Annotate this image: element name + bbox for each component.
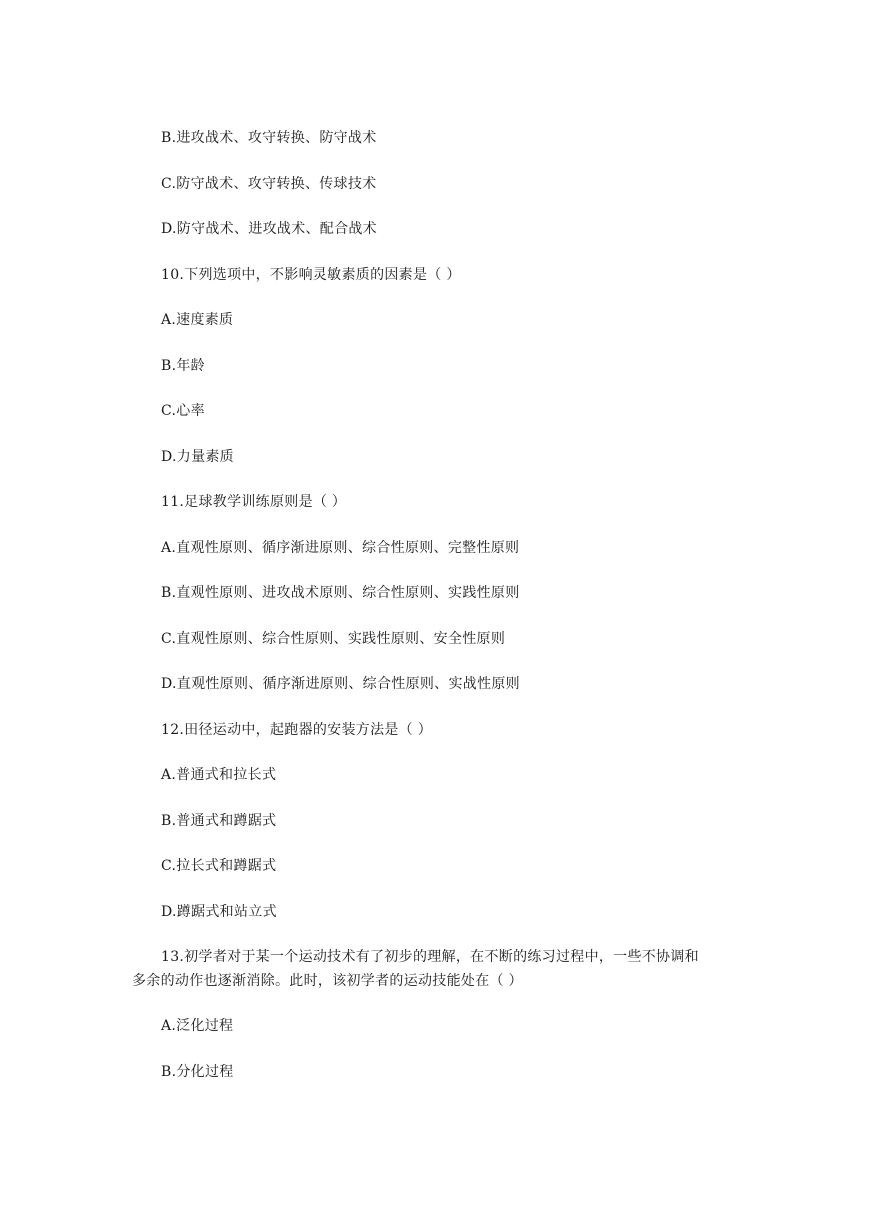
q10-option-a: A.速度素质 — [161, 312, 234, 328]
q13-question-line2: 多余的动作也逐渐消除。此时，该初学者的运动技能处在（ ） — [132, 973, 523, 989]
q13-question-line1: 13.初学者对于某一个运动技术有了初步的理解，在不断的练习过程中，一些不协调和 — [161, 949, 699, 965]
q9-option-d: D.防守战术、进攻战术、配合战术 — [161, 221, 377, 237]
q11-option-a: A.直观性原则、循序渐进原则、综合性原则、完整性原则 — [161, 540, 520, 556]
q11-option-d: D.直观性原则、循序渐进原则、综合性原则、实战性原则 — [161, 676, 520, 692]
q12-question: 12.田径运动中，起跑器的安装方法是（ ） — [161, 722, 433, 738]
q9-option-b: B.进攻战术、攻守转换、防守战术 — [161, 130, 377, 146]
q10-option-d: D.力量素质 — [161, 449, 234, 465]
q11-option-b: B.直观性原则、进攻战术原则、综合性原则、实践性原则 — [161, 585, 520, 601]
q12-option-b: B.普通式和蹲踞式 — [161, 813, 277, 829]
q10-question: 10.下列选项中，不影响灵敏素质的因素是（ ） — [161, 267, 461, 283]
q12-option-d: D.蹲踞式和站立式 — [161, 904, 277, 920]
q10-option-c: C.心率 — [161, 403, 205, 419]
q13-option-b: B.分化过程 — [161, 1064, 234, 1080]
q11-option-c: C.直观性原则、综合性原则、实践性原则、安全性原则 — [161, 631, 506, 647]
q10-option-b: B.年龄 — [161, 358, 205, 374]
q11-question: 11.足球教学训练原则是（ ） — [161, 494, 347, 510]
q12-option-c: C.拉长式和蹲踞式 — [161, 858, 277, 874]
q12-option-a: A.普通式和拉长式 — [161, 767, 277, 783]
q9-option-c: C.防守战术、攻守转换、传球技术 — [161, 176, 377, 192]
q13-option-a: A.泛化过程 — [161, 1018, 234, 1034]
